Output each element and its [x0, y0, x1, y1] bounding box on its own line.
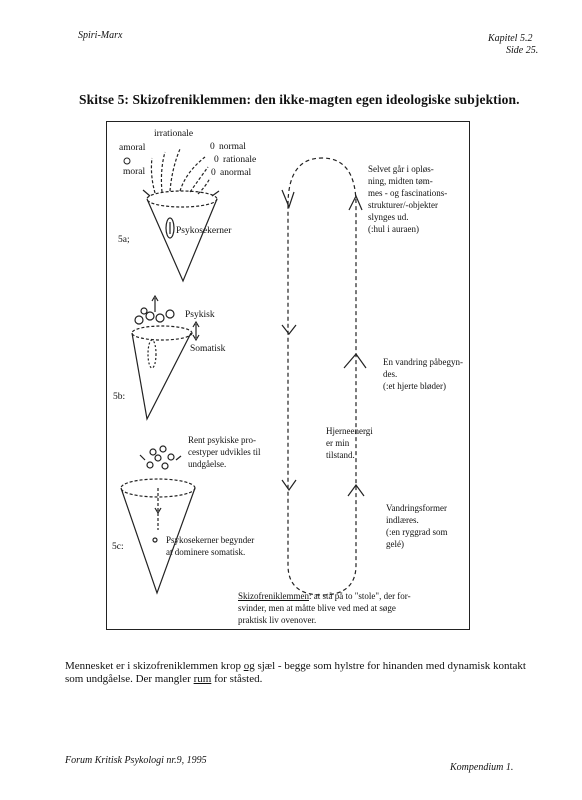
cone-5a [143, 149, 219, 281]
label-pure-psychic-processes: Rent psykiske pro- cestyper udvikles til undgåelse. [188, 435, 261, 469]
label-psychosis-cores-a: Psykosekerner [176, 226, 232, 236]
loop-note-wandering-forms: Vandringsformer indlæres. (:en ryggrad som gelé) [386, 503, 448, 549]
label-rational: rationale [223, 155, 257, 165]
label-somatic: Somatisk [190, 344, 226, 354]
stage-label-5c: 5c: [112, 542, 124, 552]
label-moral: moral [123, 167, 146, 177]
label-zero-abnormal: 0 [211, 168, 216, 178]
running-header-page: Side 25. [506, 45, 539, 56]
footer-source: Forum Kritisk Psykologi nr.9, 1995 [65, 755, 207, 766]
body-paragraph [65, 660, 535, 686]
paragraph-part-1: Mennesket er i skizofreniklemmen krop [65, 660, 244, 672]
caption-rest: : at stå på to "stole", der for- svinder, men at måtte blive ved med at søge praktisk liv ovenover. [238, 591, 411, 625]
label-irrational: irrationale [154, 129, 194, 139]
label-abnormal: anormal [220, 168, 252, 178]
cone-5c [121, 446, 195, 593]
paragraph-og: og [243, 660, 255, 672]
stage-label-5b: 5b: [113, 392, 126, 402]
label-amoral: amoral [119, 143, 146, 153]
paragraph-part-3: for ståsted. [211, 673, 263, 685]
dashed-loop [288, 158, 356, 595]
loop-note-wandering-begins: En vandring påbegyn- des. (:et hjerte bløder) [383, 357, 463, 391]
label-zero-rational: 0 [214, 155, 219, 165]
caption-term: Skizofreniklemmen [238, 591, 309, 601]
figure-title: Skitse 5: Skizofreniklemmen: den ikke-magten egen ideologiske subjektion. [79, 92, 520, 107]
label-psychic: Psykisk [185, 310, 215, 320]
loop-note-self-dissolves: Selvet går i opløs- ning, midten tøm- mes - og fascinations- strukturer/-objekter slynges ud. (:hul i auraen) [368, 164, 448, 234]
stage-label-5a: 5a; [118, 235, 130, 245]
loop-note-brain-energy: Hjerneenergi er min tilstand. [326, 426, 373, 460]
running-header-author: Spiri-Marx [78, 30, 123, 41]
label-zero-normal: 0 [210, 142, 215, 152]
running-header-chapter: Kapitel 5.2 [488, 33, 533, 44]
paragraph-rum: rum [193, 673, 212, 685]
label-normal: normal [219, 142, 246, 152]
label-psychosis-cores-c: Psykosekerner begynder at dominere somatisk. [166, 535, 255, 557]
figure-bottom-caption [238, 590, 468, 626]
footer-compendium: Kompendium 1. [450, 762, 514, 773]
paragraph-part-2: sjæl - begge som hylstre for hinanden med dynamisk kontakt som undgåelse. Der mangler [65, 660, 526, 685]
